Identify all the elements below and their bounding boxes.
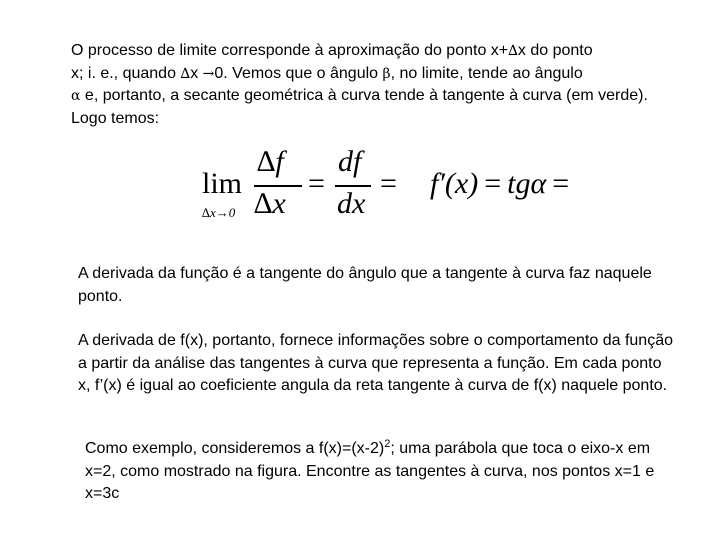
delta-symbol: ∆ xyxy=(180,65,191,82)
alpha-symbol: α xyxy=(71,88,81,104)
fraction-denominator: dx xyxy=(337,187,366,220)
text-segment: ; uma parábola que toca o eixo-x em x=2, como mostrado na figura. Encontre as tangentes à curva, nos pontos x=1 e x=3c xyxy=(85,440,655,502)
text-segment: e, portanto, a secante geométrica à curva tende à tangente à curva (em verde). Logo temos: xyxy=(71,87,648,127)
text-segment: x do ponto xyxy=(517,42,593,59)
beta-symbol: β xyxy=(382,65,391,82)
tangent-alpha: tgα xyxy=(507,167,547,200)
text-segment: x; i. e., quando xyxy=(71,64,181,82)
intro-paragraph xyxy=(71,40,671,130)
lim-operator: lim xyxy=(202,167,243,200)
text-segment: x xyxy=(190,64,203,82)
exponent: 2 xyxy=(384,438,391,450)
equals-sign: = xyxy=(552,167,570,200)
fraction-denominator: ∆x xyxy=(254,187,286,220)
text-segment: Como exemplo, consideremos a f(x)=(x-2) xyxy=(85,440,385,457)
text-segment: 0. Vemos que o ângulo xyxy=(214,64,383,82)
equals-sign: = xyxy=(380,167,397,200)
delta-symbol: ∆ xyxy=(508,43,518,59)
derivative-definition-paragraph: A derivada da função é a tangente do ângulo que a tangente à curva faz naquele ponto. xyxy=(78,265,652,305)
fraction-numerator: df xyxy=(338,145,362,178)
equals-sign: = xyxy=(308,167,325,200)
lim-subscript: ∆x→0 xyxy=(202,205,236,220)
equals-sign: = xyxy=(484,167,502,200)
arrow-symbol: → xyxy=(202,65,215,82)
text-segment: , no limite, tende ao ângulo xyxy=(390,64,583,82)
derivative-behavior-paragraph: A derivada de f(x), portanto, fornece informações sobre o comportamento da função a partir da análise das tangentes à curva que representa a função. Em cada ponto x, f’(x) é igual ao coeficiente angula da reta tangente à curva de f(x) naquele ponto. xyxy=(78,332,673,394)
fraction-numerator: ∆f xyxy=(257,145,284,178)
derivative-formula xyxy=(200,145,590,230)
text-segment: O processo de limite corresponde à aproximação do ponto x+ xyxy=(71,42,509,59)
f-prime-of-x: f′(x) xyxy=(430,167,479,200)
example-paragraph xyxy=(85,438,685,506)
